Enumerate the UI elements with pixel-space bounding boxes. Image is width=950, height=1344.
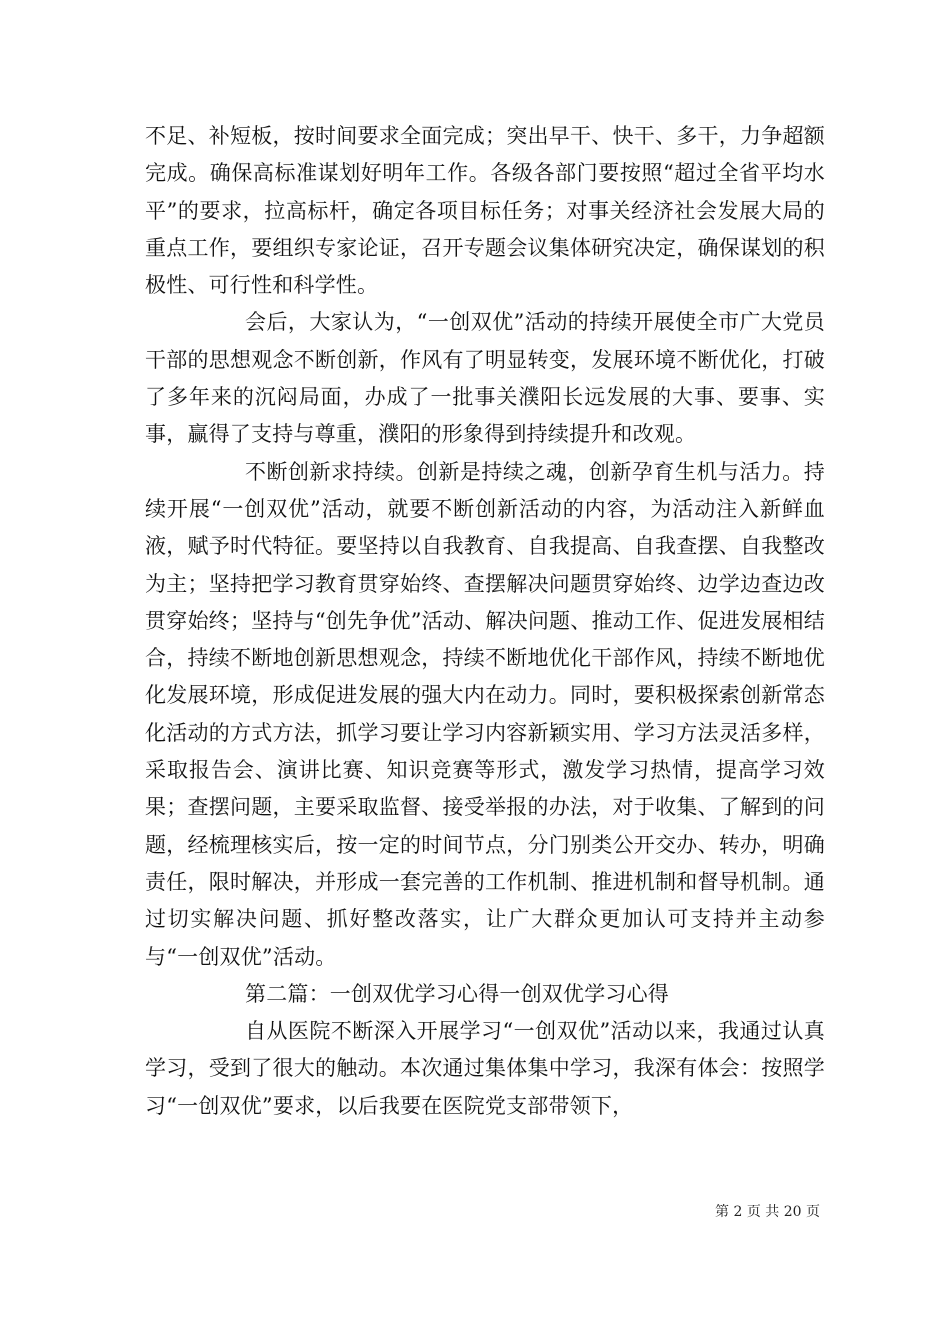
paragraph-hospital-study: 自从医院不断深入开展学习“一创双优”活动以来，我通过认真学习，受到了很大的触动。本次通过集体集中学习，我深有体会：按照学习“一创双优”要求，以后我要在医院党支部带领下， — [145, 1019, 825, 1118]
section-heading: 第二篇：一创双优学习心得一创双优学习心得 — [245, 981, 669, 1006]
body-text — [145, 118, 825, 1125]
paragraph-meeting-summary: 会后，大家认为，“一创双优”活动的持续开展使全市广大党员干部的思想观念不断创新，作风有了明显转变，发展环境不断优化，打破了多年来的沉闷局面，办成了一批事关濮阳长远发展的大事、要事、实事，赢得了支持与尊重，濮阳的形象得到持续提升和改观。 — [145, 310, 825, 447]
paragraph-continuation: 不足、补短板，按时间要求全面完成；突出早干、快干、多干，力争超额完成。确保高标准谋划好明年工作。各级各部门要按照“超过全省平均水平”的要求，拉高标杆，确定各项目标任务；对事关经济社会发展大局的重点工作，要组织专家论证，召开专题会议集体研究决定，确保谋划的积极性、可行性和科学性。 — [145, 124, 825, 298]
paragraph-innovation: 不断创新求持续。创新是持续之魂，创新孕育生机与活力。持续开展“一创双优”活动，就要不断创新活动的内容，为活动注入新鲜血液，赋予时代特征。要坚持以自我教育、自我提高、自我查摆、自我整改为主；坚持把学习教育贯穿始终、查摆解决问题贯穿始终、边学边查边改贯穿始终；坚持与“创先争优”活动、解决问题、推动工作、促进发展相结合，持续不断地创新思想观念，持续不断地优化干部作风，持续不断地优化发展环境，形成促进发展的强大内在动力。同时，要积极探索创新常态化活动的方式方法，抓学习要让学习内容新颖实用、学习方法灵活多样，采取报告会、演讲比赛、知识竞赛等形式，激发学习热情，提高学习效果；查摆问题，主要采取监督、接受举报的办法，对于收集、了解到的问题，经梳理核实后，按一定的时间节点，分门别类公开交办、转办，明确责任，限时解决，并形成一套完善的工作机制、推进机制和督导机制。通过切实解决问题、抓好整改落实，让广大群众更加认可支持并主动参与“一创双优”活动。 — [145, 459, 825, 969]
page-number-footer: 第 2 页 共 20 页 — [715, 1204, 820, 1220]
